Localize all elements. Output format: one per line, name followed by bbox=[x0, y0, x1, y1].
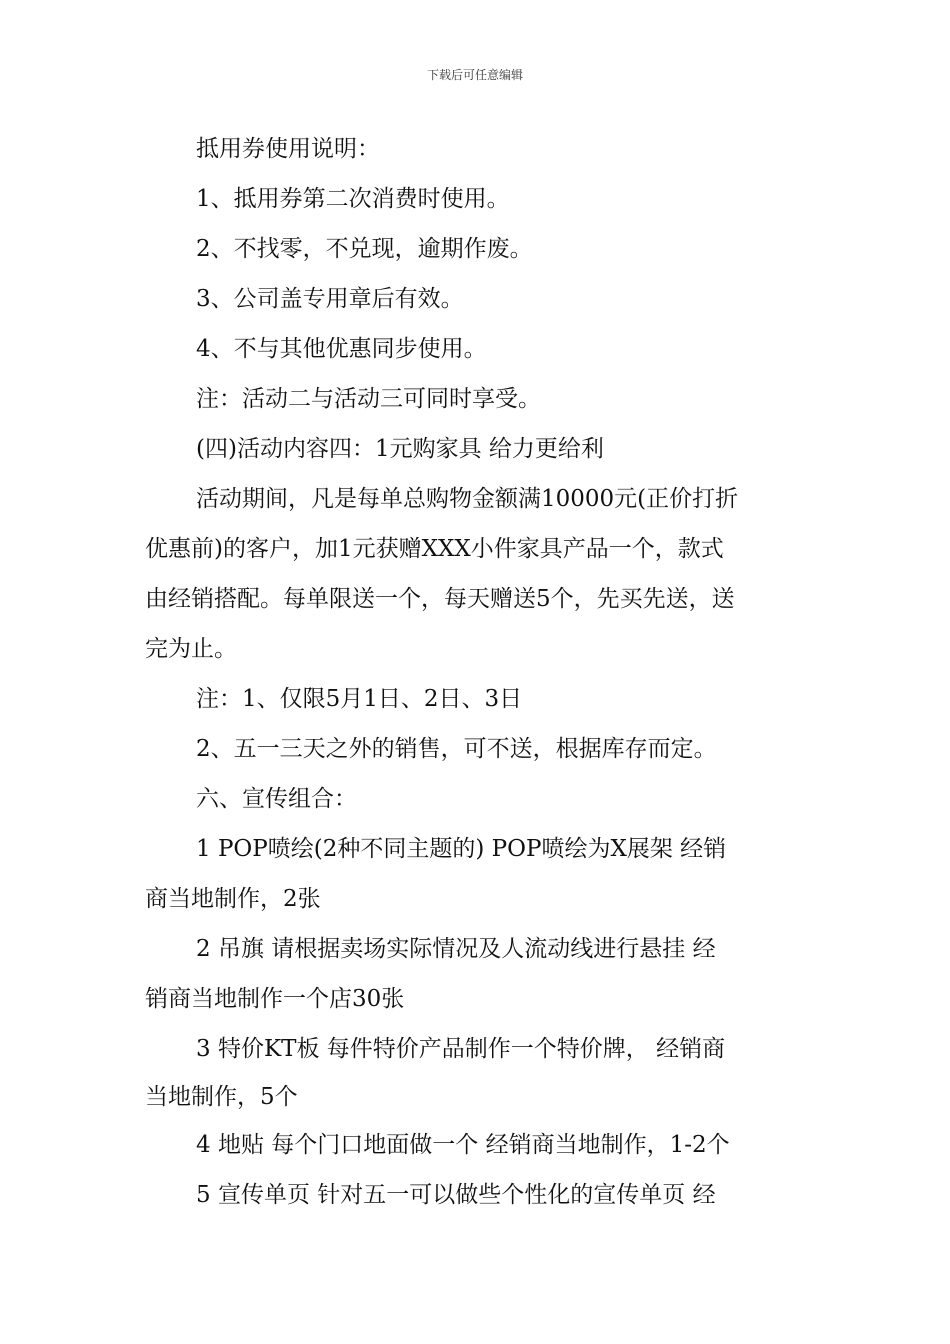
text-line: 活动期间，凡是每单总购物金额满10000元(正价打折 bbox=[196, 486, 739, 512]
text-line: 注：1、仅限5月1日、2日、3日 bbox=[196, 686, 523, 712]
text-line: 2 吊旗 请根据卖场实际情况及人流动线进行悬挂 经 bbox=[196, 936, 716, 962]
text-line: 4 地贴 每个门口地面做一个 经销商当地制作，1-2个 bbox=[196, 1132, 730, 1158]
text-line: 优惠前)的客户，加1元获赠XXX小件家具产品一个，款式 bbox=[145, 536, 724, 562]
section-heading: (四)活动内容四：1元购家具 给力更给利 bbox=[196, 436, 604, 462]
text-line: 4、不与其他优惠同步使用。 bbox=[196, 336, 487, 362]
text-line: 当地制作，5个 bbox=[145, 1084, 298, 1110]
text-line: 商当地制作，2张 bbox=[145, 886, 321, 912]
text-line: 2、不找零，不兑现，逾期作废。 bbox=[196, 236, 533, 262]
text-line: 注：活动二与活动三可同时享受。 bbox=[196, 386, 541, 412]
text-line: 1、抵用券第二次消费时使用。 bbox=[196, 186, 510, 212]
text-line: 3、公司盖专用章后有效。 bbox=[196, 286, 464, 312]
text-line: 3 特价KT板 每件特价产品制作一个特价牌， 经销商 bbox=[196, 1036, 726, 1062]
text-line: 完为止。 bbox=[145, 636, 237, 662]
page-header: 下载后可任意编辑 bbox=[426, 68, 523, 82]
text-line: 5 宣传单页 针对五一可以做些个性化的宣传单页 经 bbox=[196, 1182, 716, 1208]
section-heading: 六、宣传组合： bbox=[196, 786, 357, 812]
text-line: 由经销搭配。每单限送一个，每天赠送5个，先买先送，送 bbox=[145, 586, 735, 612]
text-line: 抵用券使用说明： bbox=[196, 136, 380, 162]
text-line: 2、五一三天之外的销售，可不送，根据库存而定。 bbox=[196, 736, 717, 762]
text-line: 销商当地制作一个店30张 bbox=[145, 986, 405, 1012]
text-line: 1 POP喷绘(2种不同主题的) POP喷绘为X展架 经销 bbox=[196, 836, 727, 862]
